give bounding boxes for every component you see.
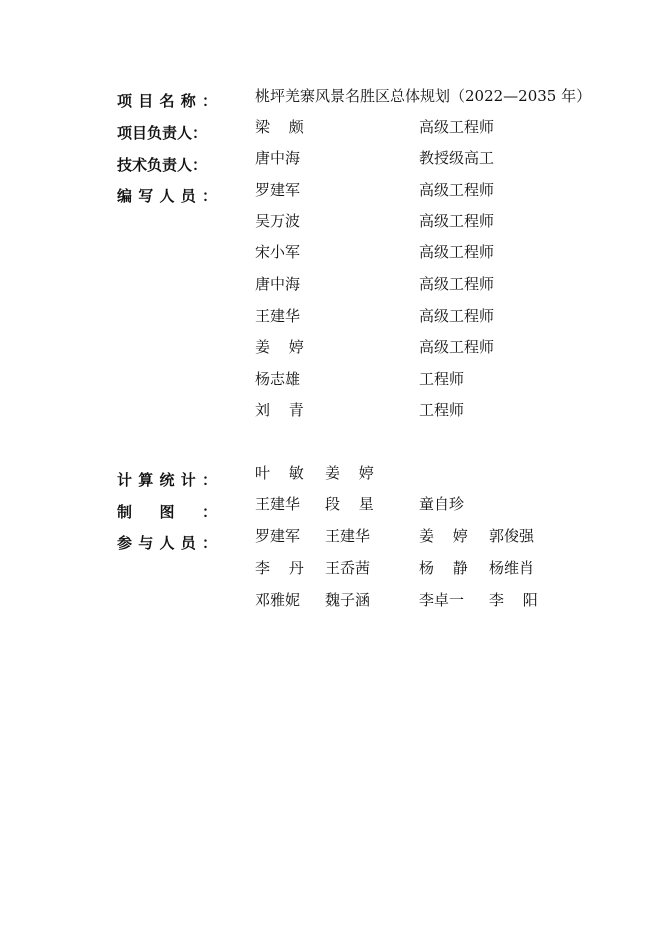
participants-label-text <box>117 531 217 555</box>
calculation-name: 姜 婷 <box>325 464 374 482</box>
writer-name: 刘 青 <box>255 401 304 419</box>
label-glyph: 图 <box>159 503 175 521</box>
label-glyph: 名 <box>159 92 175 110</box>
writer-name: 吴万波 <box>255 212 301 230</box>
label-glyph: 参 <box>117 534 133 552</box>
writer-title: 工程师 <box>419 401 465 419</box>
participant-name: 邓雅妮 <box>255 591 301 609</box>
project-leader-name: 梁 颇 <box>255 118 304 136</box>
drawing-label <box>117 500 217 524</box>
label-glyph: 制 <box>117 503 133 521</box>
label-glyph: ： <box>201 92 217 110</box>
writer-name: 罗建军 <box>255 181 301 199</box>
drawing-label-text <box>117 500 217 524</box>
label-glyph: 算 <box>138 471 154 489</box>
label-glyph: 写 <box>138 187 154 205</box>
participant-name: 杨维肖 <box>489 559 535 577</box>
writer-title: 高级工程师 <box>419 212 495 230</box>
drawing-name: 段 星 <box>325 495 374 513</box>
label-glyph: 计 <box>117 471 133 489</box>
technical-leader-label <box>117 153 217 177</box>
label-glyph: 人 <box>159 534 175 552</box>
label-glyph: 称 <box>180 92 196 110</box>
technical-leader-label-text: 技术负责人： <box>117 156 208 174</box>
label-glyph: 计 <box>180 471 196 489</box>
project-leader-label-text: 项目负责人： <box>117 124 208 142</box>
writers-label-text <box>117 184 217 208</box>
label-glyph: 项 <box>117 92 133 110</box>
label-glyph: ： <box>201 187 217 205</box>
participant-name: 罗建军 <box>255 527 301 545</box>
calculation-name: 叶 敏 <box>255 464 304 482</box>
technical-leader-name: 唐中海 <box>255 149 301 167</box>
label-glyph: 编 <box>117 187 133 205</box>
label-glyph: ： <box>201 534 217 552</box>
participant-name: 李 阳 <box>489 591 538 609</box>
label-glyph: ： <box>201 471 217 489</box>
label-glyph: 员 <box>180 187 196 205</box>
writer-title: 高级工程师 <box>419 181 495 199</box>
calculation-label <box>117 468 217 492</box>
label-glyph: 人 <box>159 187 175 205</box>
participant-name: 杨 静 <box>419 559 468 577</box>
participant-name: 李卓一 <box>419 591 465 609</box>
participant-name: 姜 婷 <box>419 527 468 545</box>
writer-name: 宋小军 <box>255 243 301 261</box>
writer-title: 高级工程师 <box>419 307 495 325</box>
label-glyph: 统 <box>159 471 175 489</box>
writers-label <box>117 184 217 208</box>
participant-name: 王建华 <box>325 527 371 545</box>
label-glyph: 与 <box>138 534 154 552</box>
project-name-label-text <box>117 89 217 113</box>
calculation-label-text <box>117 468 217 492</box>
project-leader-title: 高级工程师 <box>419 118 495 136</box>
drawing-name: 王建华 <box>255 495 301 513</box>
writer-name: 姜 婷 <box>255 338 304 356</box>
participants-label <box>117 531 217 555</box>
writer-name: 王建华 <box>255 307 301 325</box>
label-glyph: 目 <box>138 92 154 110</box>
writer-name: 唐中海 <box>255 275 301 293</box>
participant-name: 魏子涵 <box>325 591 371 609</box>
drawing-name: 童自珍 <box>419 495 465 513</box>
participant-name: 李 丹 <box>255 559 304 577</box>
label-glyph: 员 <box>180 534 196 552</box>
writer-title: 工程师 <box>419 370 465 388</box>
participant-name: 郭俊强 <box>489 527 535 545</box>
technical-leader-title: 教授级高工 <box>419 149 495 167</box>
writer-name: 杨志雄 <box>255 370 301 388</box>
writer-title: 高级工程师 <box>419 338 495 356</box>
project-name: 桃坪羌寨风景名胜区总体规划（2022—2035 年） <box>255 87 592 105</box>
writer-title: 高级工程师 <box>419 243 495 261</box>
project-name-label <box>117 89 217 113</box>
participant-name: 王岙茜 <box>325 559 371 577</box>
label-glyph: ： <box>201 503 217 521</box>
writer-title: 高级工程师 <box>419 275 495 293</box>
project-leader-label <box>117 121 217 145</box>
